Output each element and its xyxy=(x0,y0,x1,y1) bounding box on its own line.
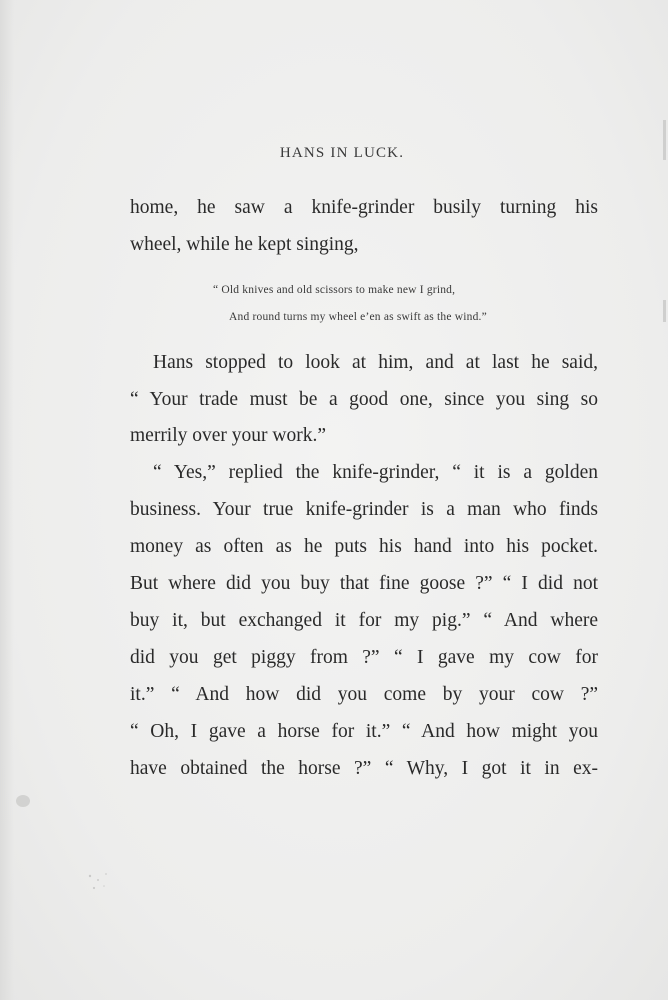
text-line: buy it, but exchanged it for my pig.” “ And where xyxy=(130,610,598,631)
paper-specks xyxy=(84,868,114,896)
text-line: “ Your trade must be a good one, since you sing so xyxy=(130,389,598,410)
running-title: HANS IN LUCK. xyxy=(279,145,405,161)
text-line: merrily over your work.” xyxy=(130,425,327,446)
text-line: business. Your true knife-grinder is a man who finds xyxy=(130,499,598,520)
text-line: it.” “ And how did you come by your cow ?” xyxy=(130,684,598,705)
ink-smudge xyxy=(16,795,30,807)
text-line: did you get piggy from ?” “ I gave my cow for xyxy=(130,647,598,668)
text-line: “ Oh, I gave a horse for it.” “ And how might you xyxy=(130,721,598,742)
text-line: home, he saw a knife-grinder busily turning his xyxy=(130,197,598,218)
verse-line: And round turns my wheel e’en as swift as the wind.” xyxy=(229,311,487,323)
text-line: Hans stopped to look at him, and at last he said, xyxy=(153,352,598,373)
text-line: “ Yes,” replied the knife-grinder, “ it is a golden xyxy=(153,462,598,483)
text-line: have obtained the horse ?” “ Why, I got it in ex- xyxy=(130,758,598,779)
verse-line: “ Old knives and old scissors to make new I grind, xyxy=(213,284,456,296)
text-line: wheel, while he kept singing, xyxy=(130,234,359,255)
text-line: money as often as he puts his hand into his pocket. xyxy=(130,536,598,557)
page-edge-mark xyxy=(663,300,666,322)
text-line: But where did you buy that fine goose ?” “ I did not xyxy=(130,573,598,594)
